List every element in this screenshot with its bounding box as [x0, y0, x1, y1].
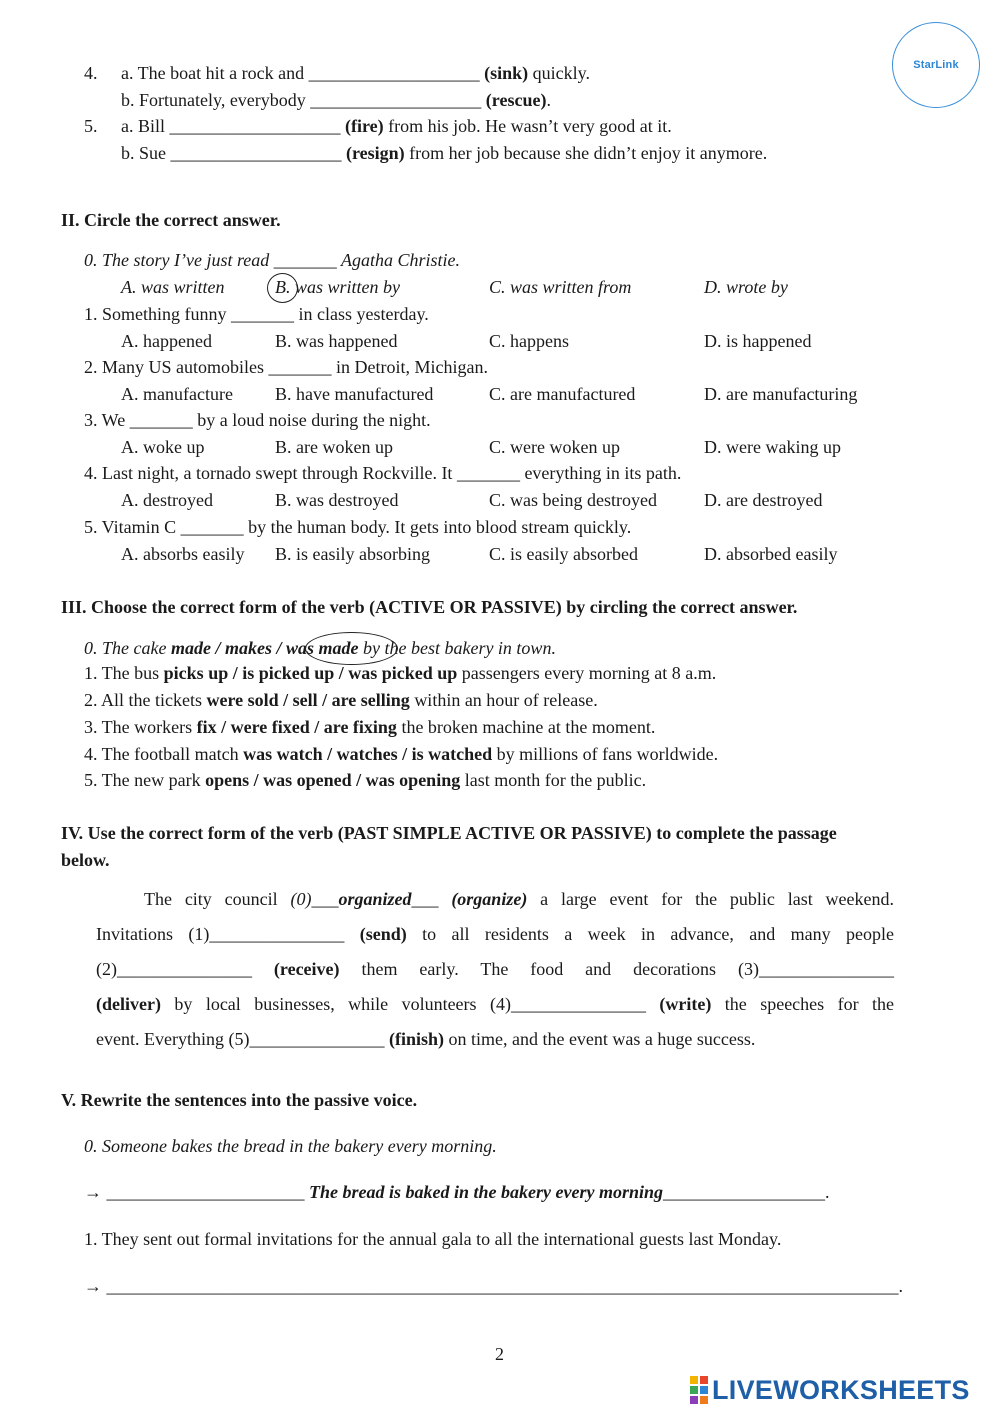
brand-blocks-icon: [690, 1376, 708, 1404]
part3-item-1: 1. The bus picks up / is picked up / was picked up passengers every morning at 8 a.m.: [84, 663, 717, 683]
answer-circle-mark: [267, 273, 298, 303]
logo-text: StarLink: [913, 59, 959, 71]
part5-question-1: 1. They sent out formal invitations for the annual gala to all the international guests last Monday.: [84, 1229, 782, 1249]
q1-option-c[interactable]: C. happens: [489, 331, 569, 351]
item-5a: a. Bill ___________________ (fire) from his job. He wasn’t very good at it.: [121, 116, 672, 136]
q3-option-c[interactable]: C. were woken up: [489, 437, 620, 457]
section-4-title-line1: IV. Use the correct form of the verb (PAST SIMPLE ACTIVE OR PASSIVE) to complete the passage: [61, 823, 837, 843]
verb-hint: (fire): [345, 116, 384, 136]
part5-example: 0. Someone bakes the bread in the bakery every morning.: [84, 1136, 497, 1156]
q3-option-b[interactable]: B. are woken up: [275, 437, 393, 457]
q3-option-a[interactable]: A. woke up: [121, 437, 205, 457]
example-answer: organized: [338, 889, 412, 909]
brand-text: LIVEWORKSHEETS: [712, 1374, 970, 1405]
part3-example: 0. The cake made / makes / was made by the best bakery in town.: [84, 638, 556, 658]
liveworksheets-brand: [690, 1374, 970, 1406]
page-number: 2: [495, 1344, 504, 1364]
starlink-logo: [892, 22, 980, 108]
passage-line-4: (deliver) by local businesses, while volunteers (4)_______________ (write) the speeches for the: [96, 994, 894, 1014]
item-4b: b. Fortunately, everybody ___________________ (rescue).: [121, 90, 551, 110]
q1-option-d[interactable]: D. is happened: [704, 331, 812, 351]
example-option-d: D. wrote by: [704, 277, 788, 297]
part5-example-answer-line: → ______________________ The bread is baked in the bakery every morning__________________.: [84, 1182, 830, 1202]
section-2-title: II. Circle the correct answer.: [61, 210, 281, 230]
question-4: 4. Last night, a tornado swept through Rockville. It _______ everything in its path.: [84, 463, 682, 483]
verb-hint: (rescue): [485, 90, 547, 110]
q4-option-b[interactable]: B. was destroyed: [275, 490, 399, 510]
q1-option-a[interactable]: A. happened: [121, 331, 212, 351]
example-option-c: C. was written from: [489, 277, 632, 297]
item-5-number: 5.: [84, 116, 98, 136]
passage-line-5: event. Everything (5)_______________ (finish) on time, and the event was a huge success.: [96, 1029, 756, 1049]
example-option-a: A. was written: [121, 277, 225, 297]
item-5b: b. Sue ___________________ (resign) from her job because she didn’t enjoy it anymore.: [121, 143, 768, 163]
section-5-title: V. Rewrite the sentences into the passive voice.: [61, 1090, 418, 1110]
q1-option-b[interactable]: B. was happened: [275, 331, 398, 351]
q4-option-d[interactable]: D. are destroyed: [704, 490, 823, 510]
section-3-title: III. Choose the correct form of the verb (ACTIVE OR PASSIVE) by circling the correct answer.: [61, 597, 798, 617]
section-4-title-line2: below.: [61, 850, 110, 870]
answer-circle-mark: [305, 632, 398, 665]
example-question: 0. The story I’ve just read _______ Agatha Christie.: [84, 250, 460, 270]
example-option-b: B. was written by: [275, 277, 400, 297]
item-4a: a. The boat hit a rock and ___________________ (sink) quickly.: [121, 63, 590, 83]
q4-option-a[interactable]: A. destroyed: [121, 490, 213, 510]
question-3: 3. We _______ by a loud noise during the night.: [84, 410, 431, 430]
q4-option-c[interactable]: C. was being destroyed: [489, 490, 657, 510]
q5-option-c[interactable]: C. is easily absorbed: [489, 544, 638, 564]
part3-item-3: 3. The workers fix / were fixed / are fixing the broken machine at the moment.: [84, 717, 656, 737]
verb-choices[interactable]: fix / were fixed / are fixing: [196, 717, 397, 737]
passage-line-3: (2)_______________ (receive) them early. The food and decorations (3)_______________: [96, 959, 894, 979]
part5-answer-line-1[interactable]: → ________________________________________________________________________________________.: [84, 1276, 903, 1296]
verb-hint: (resign): [346, 143, 405, 163]
q5-option-b[interactable]: B. is easily absorbing: [275, 544, 430, 564]
question-5: 5. Vitamin C _______ by the human body. It gets into blood stream quickly.: [84, 517, 632, 537]
question-2: 2. Many US automobiles _______ in Detroit, Michigan.: [84, 357, 488, 377]
circled-answer: was made: [285, 638, 359, 658]
passage-line-2: Invitations (1)_______________ (send) to all residents a week in advance, and many people: [96, 924, 894, 944]
verb-choices[interactable]: was watch / watches / is watched: [243, 744, 493, 764]
verb-choices[interactable]: were sold / sell / are selling: [206, 690, 410, 710]
q2-option-b[interactable]: B. have manufactured: [275, 384, 434, 404]
q2-option-c[interactable]: C. are manufactured: [489, 384, 636, 404]
verb-hint: (sink): [484, 63, 529, 83]
part3-item-4: 4. The football match was watch / watches / is watched by millions of fans worldwide.: [84, 744, 719, 764]
passage: [96, 882, 894, 1057]
example-answer: The bread is baked in the bakery every morning: [309, 1182, 663, 1202]
question-1: 1. Something funny _______ in class yesterday.: [84, 304, 429, 324]
passage-line-1: The city council (0)___organized___ (organize) a large event for the public last weekend.: [144, 889, 894, 909]
q3-option-d[interactable]: D. were waking up: [704, 437, 841, 457]
q5-option-a[interactable]: A. absorbs easily: [121, 544, 245, 564]
verb-choices[interactable]: picks up / is picked up / was picked up: [163, 663, 458, 683]
verb-choices[interactable]: opens / was opened / was opening: [205, 770, 461, 790]
q2-option-d[interactable]: D. are manufacturing: [704, 384, 858, 404]
part3-item-5: 5. The new park opens / was opened / was opening last month for the public.: [84, 770, 647, 790]
item-4-number: 4.: [84, 63, 98, 83]
q2-option-a[interactable]: A. manufacture: [121, 384, 233, 404]
part3-item-2: 2. All the tickets were sold / sell / are selling within an hour of release.: [84, 690, 598, 710]
q5-option-d[interactable]: D. absorbed easily: [704, 544, 838, 564]
